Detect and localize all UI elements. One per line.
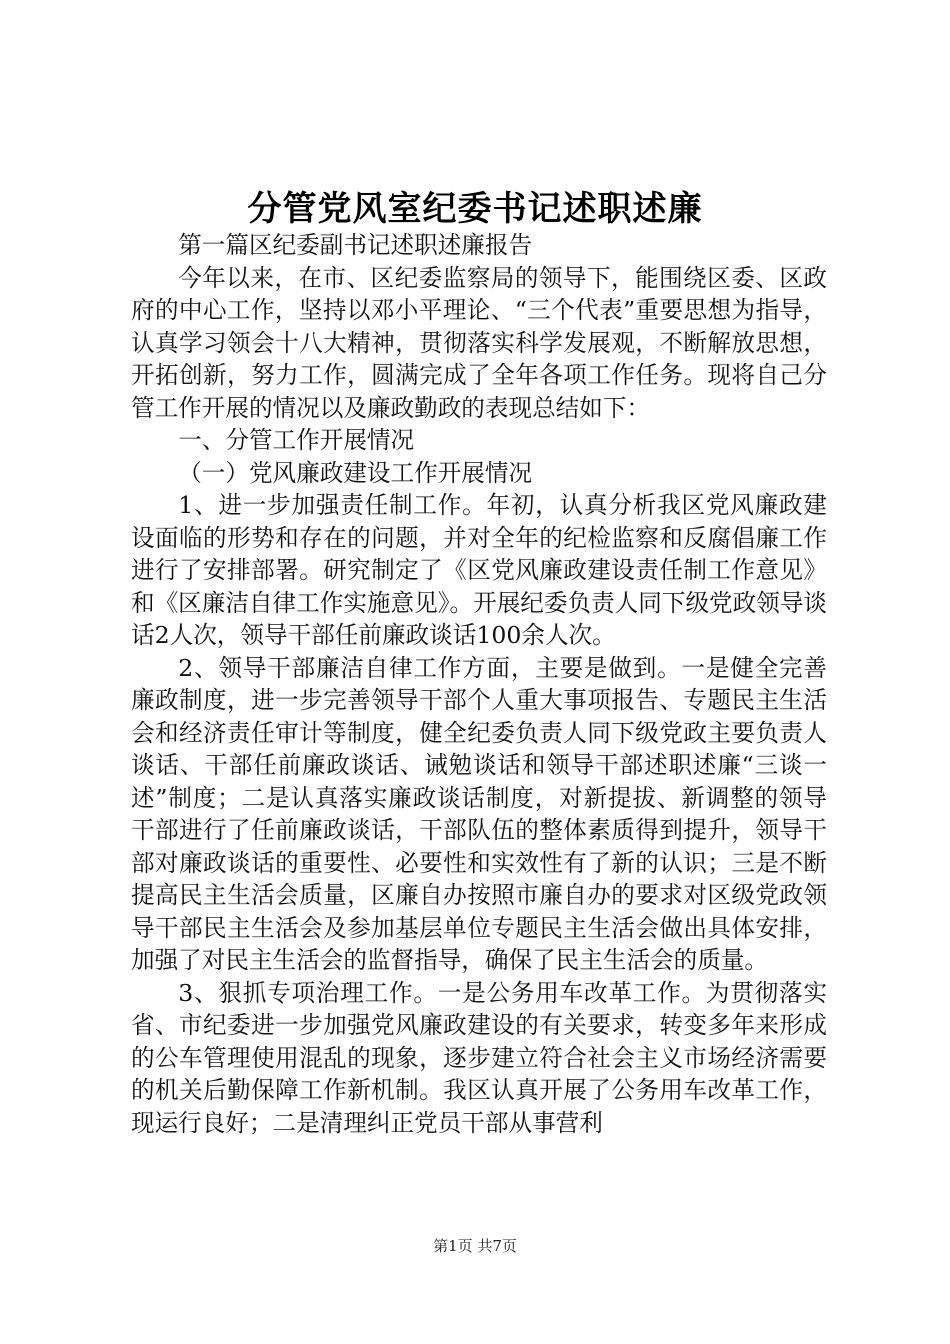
body-paragraph: 1、进一步加强责任制工作。年初，认真分析我区党风廉政建设面临的形势和存在的问题，并对全年的纪检监察和反腐倡廉工作进行了安排部署。研究制定了《区党风廉政建设责任制工作意见》和《区廉洁自律工作实施意见》。开展纪委负责人同下级党政领导谈话2人次，领导干部任前廉政谈话100余人次。 [131,491,828,649]
section-heading: 第一篇区纪委副书记述职述廉报告 [178,231,533,259]
section-heading: 一、分管工作开展情况 [178,426,415,454]
body-paragraph: 3、狠抓专项治理工作。一是公务用车改革工作。为贯彻落实省、市纪委进一步加强党风廉政建设的有关要求，转变多年来形成的公车管理使用混乱的现象，逐步建立符合社会主义市场经济需要的机关后勤保障工作新机制。我区认真开展了公务用车改革工作，现运行良好；二是清理纠正党员干部从事营利 [131,978,827,1137]
body-paragraph: 今年以来，在市、区纪委监察局的领导下，能围绕区委、区政府的中心工作，坚持以邓小平理论、“三个代表”重要思想为指导，认真学习领会十八大精神，贯彻落实科学发展观，不断解放思想，开拓创新，努力工作，圆满完成了全年各项工作任务。现将自己分管工作开展的情况以及廉政勤政的表现总结如下： [131,263,827,422]
document-body [131,229,827,1139]
document-title: 分管党风室纪委书记述职述廉 [247,189,703,229]
page-footer: 第1页 共7页 [433,1237,517,1255]
subsection-heading: （一）党风廉政建设工作开展情况 [178,458,533,487]
body-paragraph: 2、领导干部廉洁自律工作方面，主要是做到。一是健全完善廉政制度，进一步完善领导干部个人重大事项报告、专题民主生活会和经济责任审计等制度，健全纪委负责人同下级党政主要负责人谈话、干部任前廉政谈话、诫勉谈话和领导干部述职述廉“三谈一述”制度；二是认真落实廉政谈话制度，对新提拔、新调整的领导干部进行了任前廉政谈话，干部队伍的整体素质得到提升，领导干部对廉政谈话的重要性、必要性和实效性有了新的认识；三是不断提高民主生活会质量，区廉自办按照市廉自办的要求对区级党政领导干部民主生活会及参加基层单位专题民主生活会做出具体安排，加强了对民主生活会的监督指导，确保了民主生活会的质量。 [131,653,827,974]
